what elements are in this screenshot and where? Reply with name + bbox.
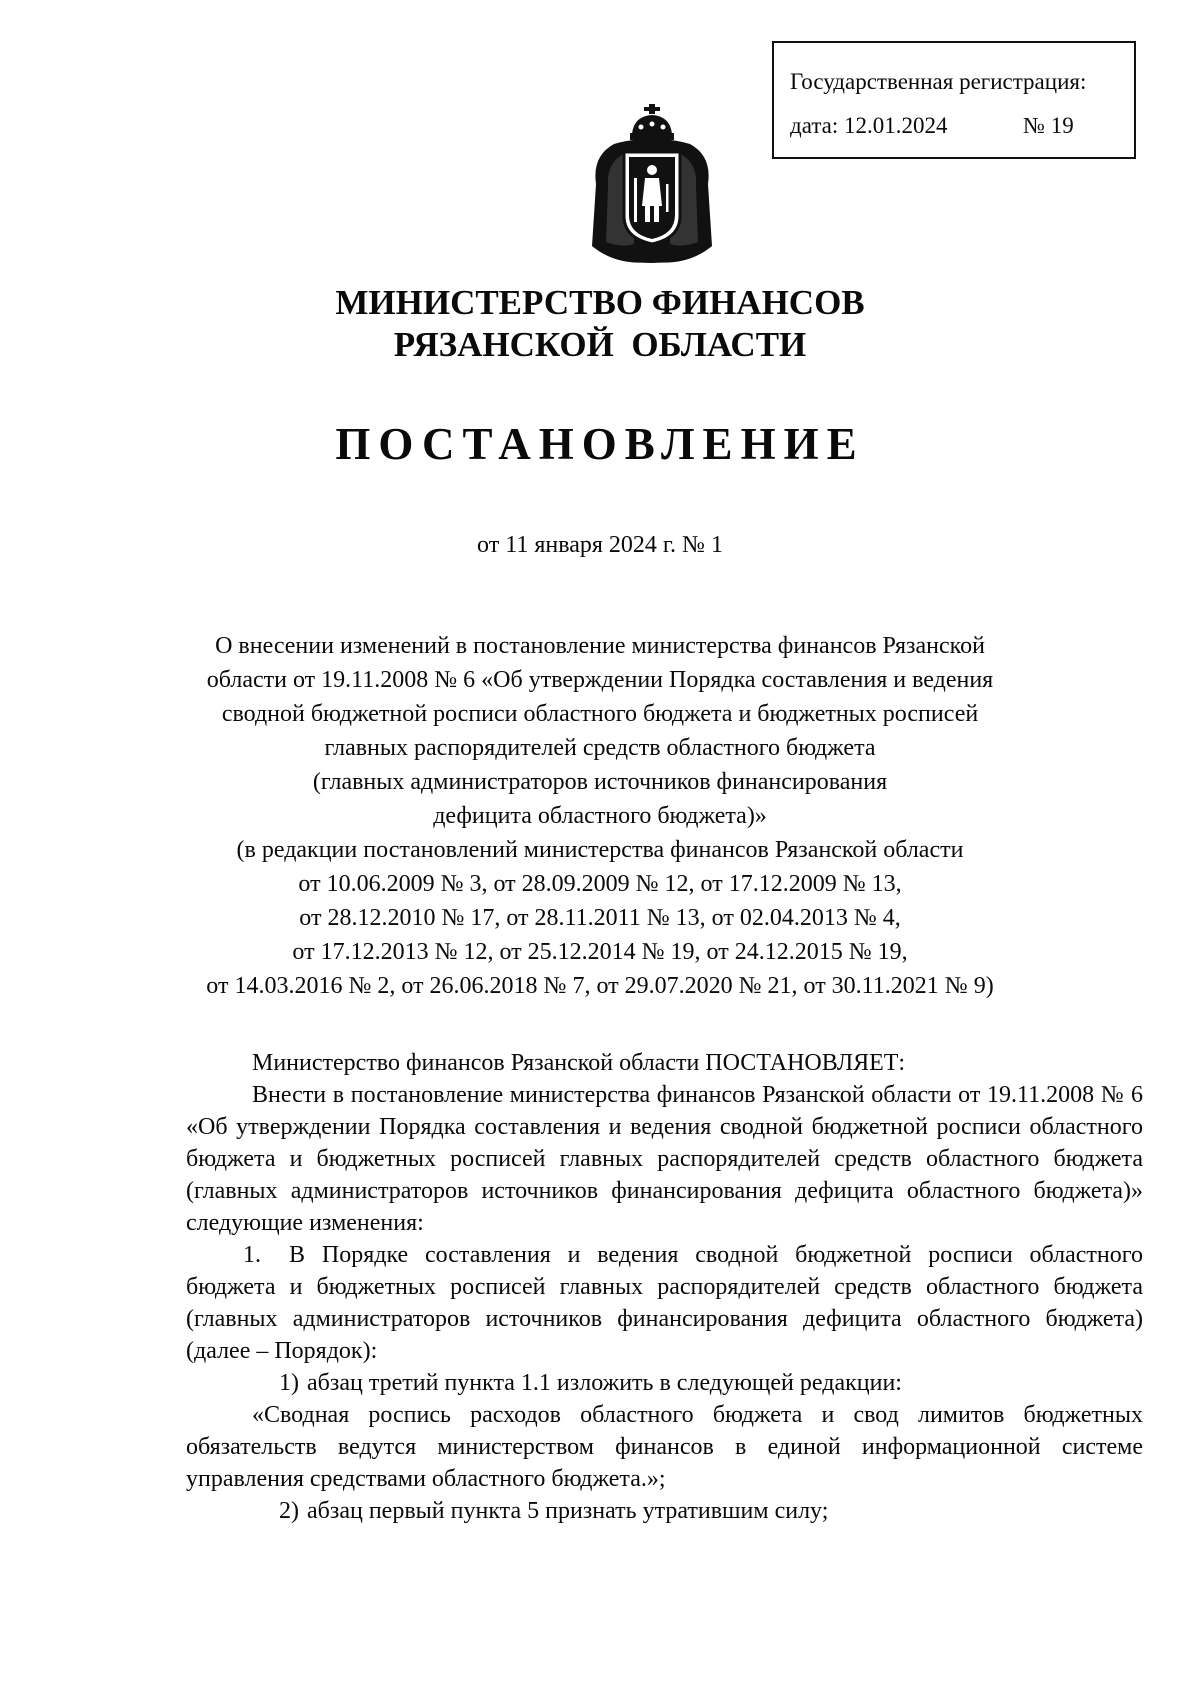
registration-title: Государственная регистрация: xyxy=(790,69,1087,94)
registration-box xyxy=(772,41,1136,159)
main-paragraph: Внести в постановление министерства финансов Рязанской области от 19.11.2008 № 6 «Об утверждении Порядка составления и ведения сводной бюджетной росписи областного бюджета и бюджетных росписей главных распорядителей средств областного бюджета (главных администраторов источников финансирования дефицита областного бюджета)» следующие изменения: xyxy=(186,1082,1143,1236)
registration-number: № 19 xyxy=(1023,113,1074,138)
subitem-1 xyxy=(186,1367,1143,1399)
item-1-text: В Порядке составления и ведения сводной бюджетной росписи областного бюджета и бюджетных росписей главных распорядителей средств областного бюджета (главных администраторов источников финансирования дефицита областного бюджета) (далее – Порядок): xyxy=(186,1242,1143,1364)
document-date-number: от 11 января 2024 г. № 1 xyxy=(477,532,723,558)
subject-line: главных распорядителей средств областного бюджета xyxy=(324,735,876,761)
subitem-2-text: абзац первый пункта 5 признать утратившим силу; xyxy=(307,1498,829,1524)
ryazan-coat-of-arms-icon xyxy=(588,104,716,267)
subject-line: (главных администраторов источников финансирования xyxy=(312,769,888,795)
subject-line: (в редакции постановлений министерства финансов Рязанской области xyxy=(236,837,964,863)
subject-line: дефицита областного бюджета)» xyxy=(433,803,767,829)
item-1 xyxy=(186,1239,1143,1367)
subject-line: от 14.03.2016 № 2, от 26.06.2018 № 7, от 29.07.2020 № 21, от 30.11.2021 № 9) xyxy=(206,973,994,999)
document-type: ПОСТАНОВЛЕНИЕ xyxy=(335,419,865,469)
subject-line: области от 19.11.2008 № 6 «Об утверждении Порядка составления и ведения xyxy=(206,667,994,693)
subject-line: от 10.06.2009 № 3, от 28.09.2009 № 12, от 17.12.2009 № 13, xyxy=(298,871,902,897)
subject-line: от 28.12.2010 № 17, от 28.11.2011 № 13, от 02.04.2013 № 4, xyxy=(299,905,901,931)
document-subject xyxy=(150,629,1050,1003)
subitem-2 xyxy=(186,1495,1143,1527)
subitem-1-text: абзац третий пункта 1.1 изложить в следующей редакции: xyxy=(307,1370,902,1396)
subitem-1-number: 1) xyxy=(279,1370,299,1396)
ministry-name-line2: РЯЗАНСКОЙ ОБЛАСТИ xyxy=(393,325,807,364)
subitem-2-number: 2) xyxy=(279,1498,299,1524)
subject-line: от 17.12.2013 № 12, от 25.12.2014 № 19, от 24.12.2015 № 19, xyxy=(292,939,908,965)
subject-line: сводной бюджетной росписи областного бюджета и бюджетных росписей xyxy=(221,701,979,727)
document-body xyxy=(186,1047,1143,1527)
subject-line: О внесении изменений в постановление министерства финансов Рязанской xyxy=(215,633,985,659)
registration-date: дата: 12.01.2024 xyxy=(790,113,948,138)
ministry-name-line1: МИНИСТЕРСТВО ФИНАНСОВ xyxy=(335,283,865,322)
intro-paragraph: Министерство финансов Рязанской области ПОСТАНОВЛЯЕТ: xyxy=(252,1050,906,1076)
quoted-paragraph: «Сводная роспись расходов областного бюджета и свод лимитов бюджетных обязательств ведутся министерством финансов в единой информационной системе управления средствами областного бюджета.»; xyxy=(186,1402,1143,1492)
item-1-number: 1. xyxy=(243,1242,261,1268)
